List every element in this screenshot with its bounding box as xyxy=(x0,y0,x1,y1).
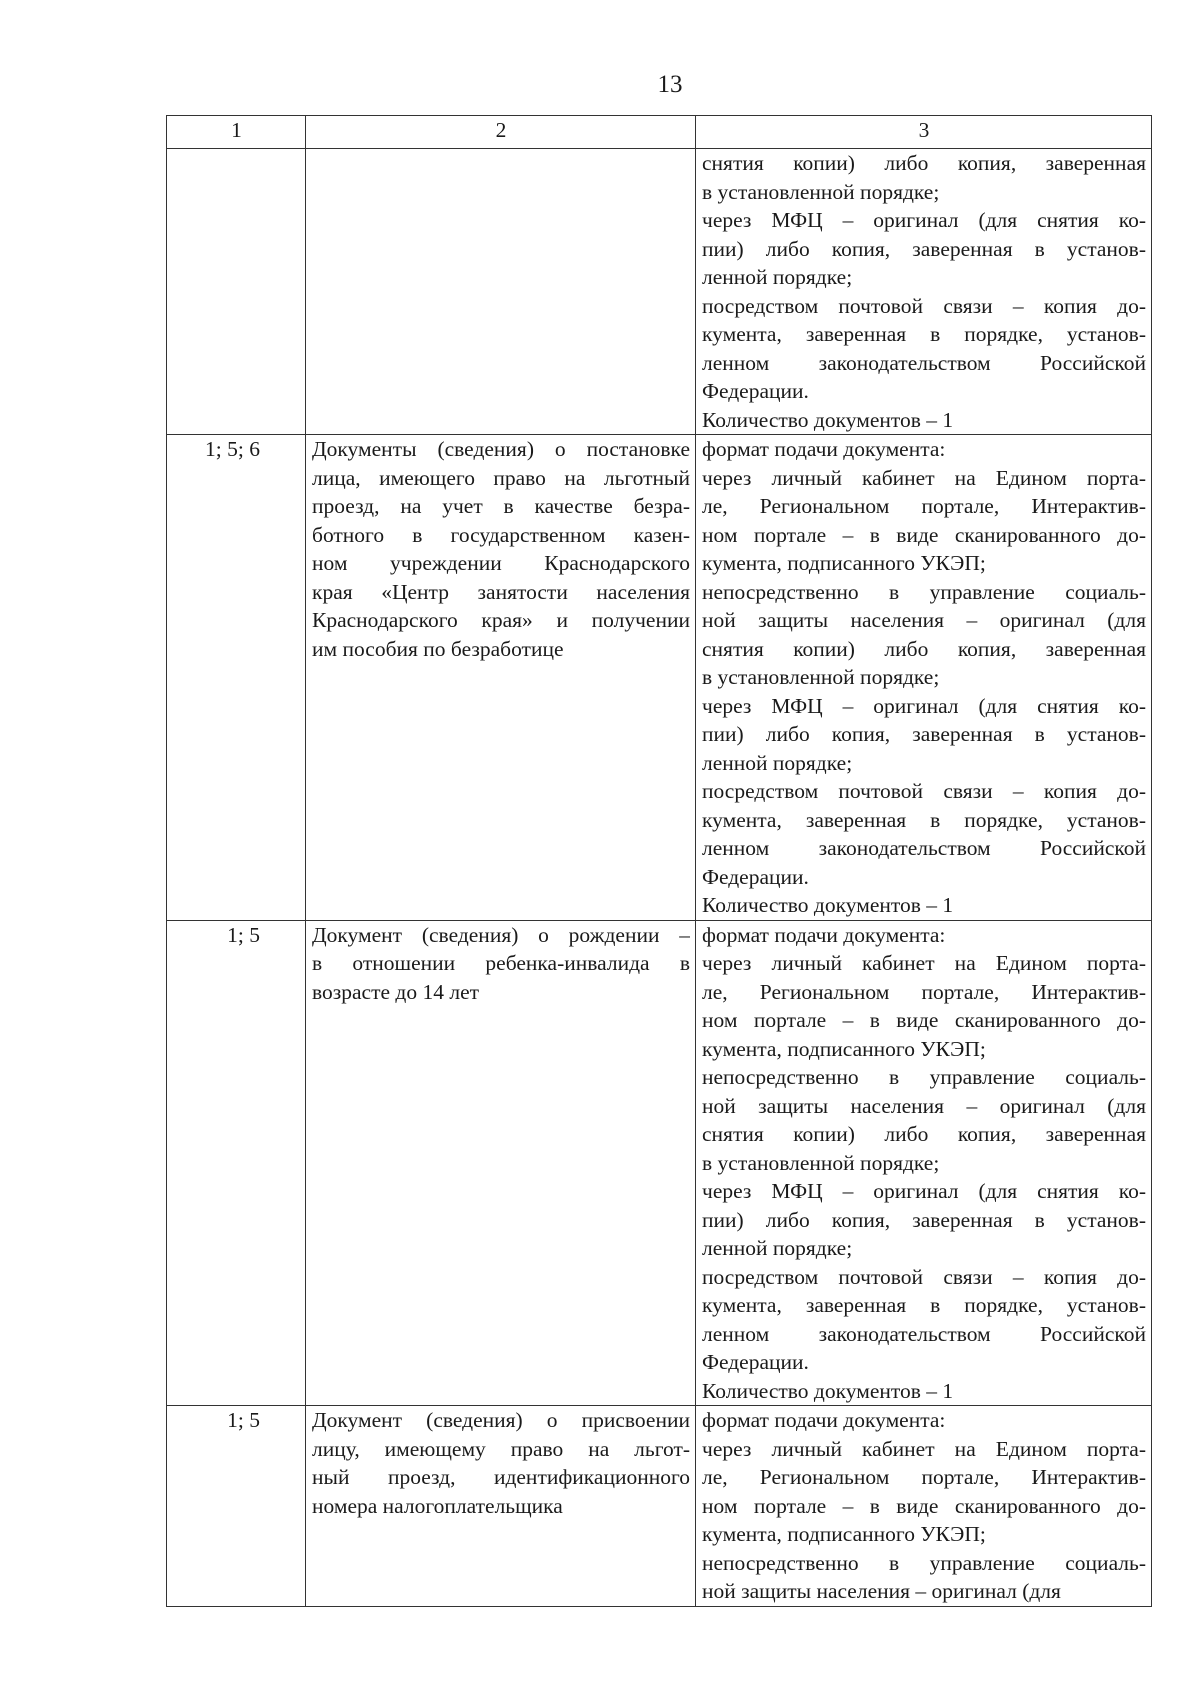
text-line: снятия копии) либо копия, заверенная xyxy=(702,636,1146,661)
row-numbers: 1; 5 xyxy=(227,1408,260,1432)
text-line: Количество документов – 1 xyxy=(702,407,954,432)
text-line: кумента, подписанного УКЭП; xyxy=(702,1522,986,1546)
text-line: формат подачи документа: xyxy=(702,437,946,461)
document-description-cell xyxy=(306,920,696,1406)
text-line: пии) либо копия, заверенная в установ- xyxy=(702,236,1146,261)
text-line: Количество документов – 1 xyxy=(702,1378,954,1403)
text-line: ленной порядке; xyxy=(702,1236,853,1260)
text-line: в установленной порядке; xyxy=(702,179,940,204)
text-line: Федерации. xyxy=(702,379,809,403)
text-line: ном портале – в виде сканированного до- xyxy=(702,522,1146,547)
text-line: Краснодарского края» и получении xyxy=(312,608,690,632)
text-line: ле, Региональном портале, Интерактив- xyxy=(702,1465,1146,1489)
row-numbers-cell xyxy=(167,149,306,435)
text-line: через МФЦ – оригинал (для снятия ко- xyxy=(702,1179,1146,1203)
text-line: формат подачи документа: xyxy=(702,922,946,947)
text-line: снятия копии) либо копия, заверенная xyxy=(702,151,1146,175)
document-description-cell xyxy=(306,435,696,921)
text-line: Документ (сведения) о присвоении xyxy=(312,1408,690,1432)
text-line: Федерации. xyxy=(702,864,809,889)
submission-format-cell xyxy=(696,1406,1152,1607)
text-line: кумента, подписанного УКЭП; xyxy=(702,1036,986,1061)
text-line: посредством почтовой связи – копия до- xyxy=(702,1264,1146,1289)
text-line: ленной порядке; xyxy=(702,265,853,289)
text-line: ном портале – в виде сканированного до- xyxy=(702,1008,1146,1032)
text-line: кумента, заверенная в порядке, установ- xyxy=(702,1293,1146,1317)
column-header-1: 1 xyxy=(167,116,306,149)
text-line: через МФЦ – оригинал (для снятия ко- xyxy=(702,693,1146,718)
table-row xyxy=(167,1406,1152,1607)
text-line: ленном законодательством Российской xyxy=(702,836,1146,860)
text-line: края «Центр занятости населения xyxy=(312,579,690,604)
text-line: ный проезд, идентификационного xyxy=(312,1465,690,1489)
document-description-cell xyxy=(306,1406,696,1607)
column-header-3: 3 xyxy=(696,116,1152,149)
table-header-row xyxy=(167,116,1152,149)
text-line: через МФЦ – оригинал (для снятия ко- xyxy=(702,208,1146,232)
text-line: ленном законодательством Российской xyxy=(702,1321,1146,1346)
requirements-table xyxy=(166,115,1152,1607)
text-line: через личный кабинет на Едином порта- xyxy=(702,951,1146,975)
submission-format-cell xyxy=(696,435,1152,921)
table-row xyxy=(167,920,1152,1406)
text-line: ленном законодательством Российской xyxy=(702,350,1146,375)
text-line: Количество документов – 1 xyxy=(702,893,954,917)
column-header-2: 2 xyxy=(306,116,696,149)
text-line: пии) либо копия, заверенная в установ- xyxy=(702,1207,1146,1232)
submission-format-cell xyxy=(696,149,1152,435)
text-line: ботного в государственном казен- xyxy=(312,522,690,547)
text-line: кумента, заверенная в порядке, установ- xyxy=(702,807,1146,832)
page-number: 13 xyxy=(657,71,683,98)
text-line: им пособия по безработице xyxy=(312,636,564,661)
text-line: возрасте до 14 лет xyxy=(312,979,480,1004)
submission-format-cell xyxy=(696,920,1152,1406)
text-line: посредством почтовой связи – копия до- xyxy=(702,293,1146,318)
text-line: через личный кабинет на Едином порта- xyxy=(702,1436,1146,1461)
text-line: формат подачи документа: xyxy=(702,1408,946,1432)
text-line: непосредственно в управление социаль- xyxy=(702,1065,1146,1089)
text-line: в установленной порядке; xyxy=(702,665,940,689)
text-line: лицу, имеющему право на льгот- xyxy=(312,1436,690,1461)
row-numbers-cell xyxy=(167,1406,306,1607)
text-line: ном учреждении Краснодарского xyxy=(312,551,690,575)
row-numbers: 1; 5 xyxy=(227,922,260,947)
row-numbers: 1; 5; 6 xyxy=(205,437,260,461)
text-line: Федерации. xyxy=(702,1350,809,1374)
text-line: кумента, заверенная в порядке, установ- xyxy=(702,322,1146,346)
table-row xyxy=(167,149,1152,435)
text-line: Документы (сведения) о постановке xyxy=(312,437,690,461)
text-line: пии) либо копия, заверенная в установ- xyxy=(702,722,1146,746)
text-line: ной защиты населения – оригинал (для xyxy=(702,1093,1146,1118)
text-line: кумента, подписанного УКЭП; xyxy=(702,551,986,575)
text-line: ленной порядке; xyxy=(702,750,853,775)
text-line: непосредственно в управление социаль- xyxy=(702,579,1146,604)
text-line: Документ (сведения) о рождении – xyxy=(312,922,690,947)
text-line: ной защиты населения – оригинал (для xyxy=(702,1579,1061,1603)
text-line: посредством почтовой связи – копия до- xyxy=(702,779,1146,803)
table-row xyxy=(167,435,1152,921)
text-line: снятия копии) либо копия, заверенная xyxy=(702,1122,1146,1146)
text-line: непосредственно в управление социаль- xyxy=(702,1550,1146,1575)
text-line: ной защиты населения – оригинал (для xyxy=(702,608,1146,632)
text-line: лица, имеющего право на льготный xyxy=(312,465,690,490)
row-numbers-cell xyxy=(167,435,306,921)
text-line: номера налогоплательщика xyxy=(312,1493,563,1518)
text-line: ном портале – в виде сканированного до- xyxy=(702,1493,1146,1518)
text-line: через личный кабинет на Едином порта- xyxy=(702,465,1146,490)
text-line: ле, Региональном портале, Интерактив- xyxy=(702,979,1146,1004)
text-line: в отношении ребенка-инвалида в xyxy=(312,951,690,975)
document-description-cell xyxy=(306,149,696,435)
text-line: проезд, на учет в качестве безра- xyxy=(312,494,690,518)
text-line: ле, Региональном портале, Интерактив- xyxy=(702,494,1146,518)
row-numbers-cell xyxy=(167,920,306,1406)
text-line: в установленной порядке; xyxy=(702,1150,940,1175)
